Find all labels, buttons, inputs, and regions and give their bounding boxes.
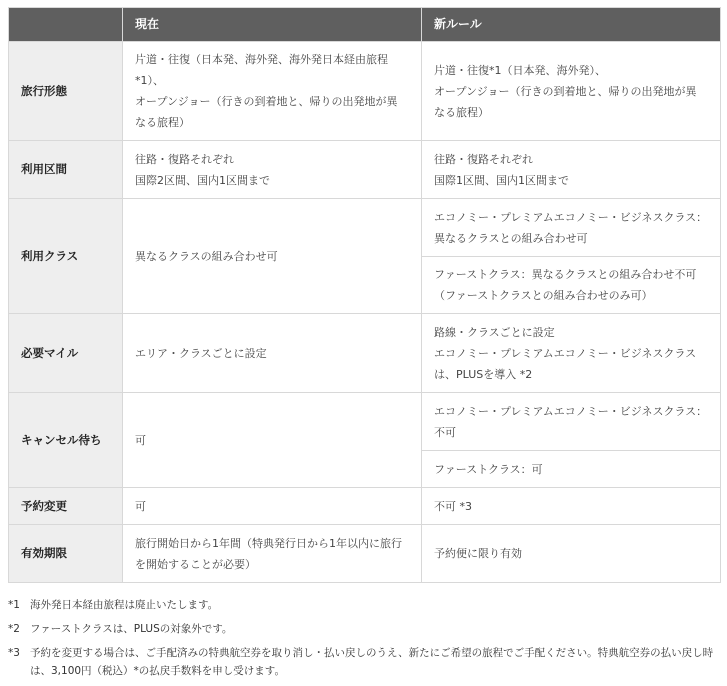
text-line: なる旅程）	[434, 105, 489, 119]
comparison-table	[8, 7, 721, 583]
footnote-mark: *3	[8, 647, 20, 659]
text-line: （ファーストクラスとの組み合わせのみ可）	[434, 289, 653, 302]
text-line: 国際1区間、国内1区間まで	[434, 173, 569, 187]
text-line: オープンジョー（行きの到着地と、帰りの出発地が異	[434, 84, 697, 98]
text-line: 片道・往復（日本発、海外発、海外発日本経由旅程	[135, 53, 388, 66]
table-row	[9, 199, 721, 257]
footnote-mark: *1	[8, 599, 20, 611]
text-line: オープンジョー（行きの到着地と、帰りの出発地が異	[135, 95, 398, 108]
cell-new-class-economy	[422, 199, 721, 257]
cell-new-waitlist-first: ファーストクラス：可	[422, 451, 721, 488]
text-line: ファーストクラス：異なるクラスとの組み合わせ不可	[434, 268, 697, 281]
table-row	[9, 42, 721, 141]
footnote-text: ファーストクラスは、PLUSの対象外です。	[30, 623, 233, 635]
row-label-change: 予約変更	[9, 488, 123, 525]
cell-new-waitlist-economy	[422, 393, 721, 451]
text-line: エコノミー・プレミアムエコノミー・ビジネスクラス：	[434, 404, 708, 418]
cell-new-validity: 予約便に限り有効	[422, 525, 721, 583]
table-row	[9, 393, 721, 451]
row-label-waitlist: キャンセル待ち	[9, 393, 123, 488]
text-line: を開始することが必要）	[135, 557, 256, 571]
cell-current-section	[123, 141, 422, 199]
table-row	[9, 525, 721, 583]
cell-new-miles	[422, 314, 721, 393]
cell-current-waitlist: 可	[123, 393, 422, 488]
text-line: 旅行開始日から1年間（特典発行日から1年以内に旅行	[135, 536, 402, 550]
text-line: 片道・往復*1（日本発、海外発）、	[434, 63, 606, 77]
cell-new-travel-form	[422, 42, 721, 141]
footnote-2	[8, 620, 724, 638]
text-line: 異なるクラスとの組み合わせ可	[434, 231, 588, 245]
text-line: 往路・復路それぞれ	[135, 152, 234, 166]
footnote-3	[8, 644, 724, 680]
row-label-class: 利用クラス	[9, 199, 123, 314]
cell-current-class: 異なるクラスの組み合わせ可	[123, 199, 422, 314]
text-line: エコノミー・プレミアムエコノミー・ビジネスクラス	[434, 346, 697, 360]
footnotes	[8, 596, 724, 686]
text-line: 路線・クラスごとに設定	[434, 325, 555, 339]
text-line: *1）、	[135, 74, 164, 87]
table-row	[9, 488, 721, 525]
row-label-travel-form: 旅行形態	[9, 42, 123, 141]
cell-current-change: 可	[123, 488, 422, 525]
cell-new-change: 不可 *3	[422, 488, 721, 525]
cell-current-validity	[123, 525, 422, 583]
header-empty	[9, 8, 123, 42]
text-line: は、PLUSを導入 *2	[434, 367, 533, 381]
cell-new-section	[422, 141, 721, 199]
row-label-validity: 有効期限	[9, 525, 123, 583]
text-line: エコノミー・プレミアムエコノミー・ビジネスクラス：	[434, 210, 708, 224]
header-current: 現在	[123, 8, 422, 42]
header-new-rule: 新ルール	[422, 8, 721, 42]
text-line: 不可	[434, 425, 456, 439]
cell-current-travel-form	[123, 42, 422, 141]
cell-new-class-first	[422, 257, 721, 314]
footnote-text: 海外発日本経由旅程は廃止いたします。	[30, 599, 219, 611]
footnote-1	[8, 596, 724, 614]
table-row	[9, 314, 721, 393]
footnote-text: 予約を変更する場合は、ご手配済みの特典航空券を取り消し・払い戻しのうえ、新たにご希望の旅程でご手配ください。特典航空券の払い戻し時は、3,100円（税込）*の払戻手数料を申し受けます。	[30, 647, 714, 677]
footnote-mark: *2	[8, 623, 20, 635]
table-row	[9, 141, 721, 199]
text-line: 往路・復路それぞれ	[434, 152, 533, 166]
cell-current-miles: エリア・クラスごとに設定	[123, 314, 422, 393]
row-label-section: 利用区間	[9, 141, 123, 199]
table-header-row	[9, 8, 721, 42]
row-label-miles: 必要マイル	[9, 314, 123, 393]
text-line: 国際2区間、国内1区間まで	[135, 173, 270, 187]
text-line: なる旅程）	[135, 116, 190, 129]
